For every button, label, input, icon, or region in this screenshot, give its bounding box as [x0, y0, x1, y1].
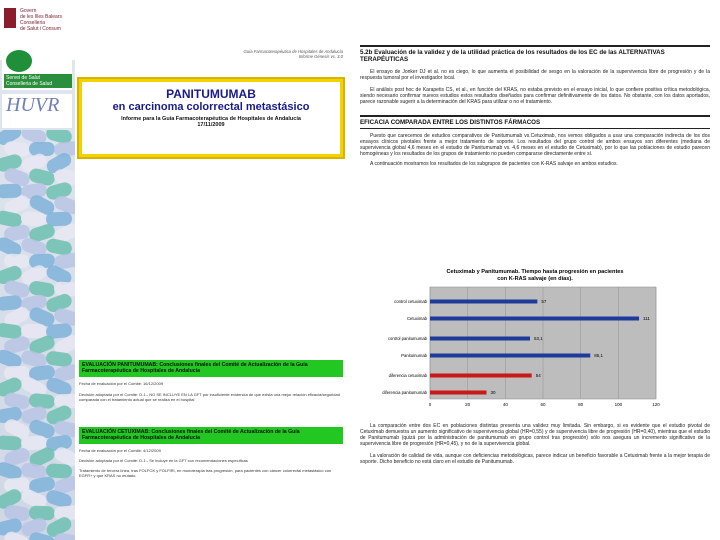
green-band	[4, 74, 72, 88]
x-tick-label: 20	[465, 402, 471, 407]
top-rule	[360, 45, 710, 47]
paragraph: El análisis post hoc de Karapetis CS, et al., en función del KRAS, no estaba previsto en el ensayo inicial, lo que confiere positiva crítica metodológica, siendo necesario confirmar nuevos estudios estos resultados diseñados para confirmar definitivamente de los datos. No obstante, con los datos aportados, parece razonable sugerir a la determinación del KRAS para utilizar o no el tratamiento.	[360, 87, 710, 106]
logo-line: de les Illes Balears	[20, 14, 62, 20]
section-rule	[360, 115, 710, 117]
data-label: 54	[535, 373, 541, 378]
report-header: Guía Farmacoterapéutica de Hospitales de Andalucía	[243, 49, 343, 54]
right-page	[360, 45, 710, 515]
crest-icon	[4, 8, 16, 28]
paragraph: La comparación entre dos EC en poblaciones distintas presenta una validez muy limitada. Sin embargo, si es evidente que el estudio pivotal de Cetuximab demuestra un aumento significativo de supervivencia global (HR=0,55) y de supervivencia libre de progresión (HR=0,40), mientras que el estudio de Panitumumab (quizá por la administración de panitumumab en grupo control tras progresión) sólo nos asegura un incremento significativo de la supervivencia libre de progresión (HR=0,45), y no de la supervivencia global.	[360, 423, 710, 447]
andalucia-logo	[2, 48, 72, 90]
green-box-panitumumab: EVALUACIÓN PANITUMUMAB: Conclusiones finales del Comité de Actualización de la Guía Farmacoterapéutica de Hospitales de Andalucía	[79, 360, 343, 377]
data-label: 57	[541, 299, 547, 304]
govern-logo	[2, 4, 72, 44]
huvr-logo-text: HUVR	[6, 94, 60, 116]
bar	[430, 374, 532, 378]
category-label: Cetuximab	[406, 316, 427, 321]
category-label: Panitumumab	[401, 353, 427, 358]
category-label: diferencia panitumumab	[382, 390, 427, 395]
data-label: 85,1	[594, 353, 604, 358]
bar	[430, 300, 537, 304]
evaluation-note: Tratamiento de tercera línea, tras FOLFOX y FOLFIRI, en monoterapia tras progresión, para pacientes con cáncer colorrectal metastásico con EGFR+ y que KRAS no mutado.	[79, 467, 332, 478]
logo-line: Conselleria	[20, 20, 46, 26]
x-tick-label: 40	[502, 402, 508, 407]
paragraph: La valoración de calidad de vida, aunque con deficiencias metodológicas, parece indicar un beneficio favorable a Cetuximab frente a la mejor terapia de soporte. Dicho beneficio no está claro en el estudio de Panitumumab.	[360, 453, 710, 465]
chart-title: con K-RAS salvaje (en días).	[497, 276, 573, 282]
green-seal-icon	[6, 50, 32, 72]
evaluation-decision: Decisión adoptada por el Comité: D-1.- NO SE INCLUYE EN LA GFT por insuficiente evidencia de que exista una mejor relación eficacia/seguridad comparada con el tratamiento actual que se realiza en el hospital	[79, 391, 340, 402]
logo-line: de Salut i Consum	[20, 26, 61, 32]
category-label: control cetuximab	[394, 299, 427, 304]
pill-shape	[53, 532, 75, 540]
paragraph: El ensayo de Jonker DJ et al. no es ciego, lo que aumenta el posibilidad de sesgo en la valoración de la supervivencia libre de progresión y de la respuesta tumoral por el investigador local.	[360, 69, 710, 82]
bar	[430, 354, 590, 358]
report-line: Informe para la Guía Farmacoterapéutica de Hospitales de Andalucía	[121, 116, 301, 122]
bar	[430, 317, 639, 321]
paragraph: A continuación mostramos los resultados de los subgrupos de pacientes con K-RAS salvaje en ambos estudios.	[370, 160, 618, 167]
logo-line: Servei de Salut	[6, 75, 40, 81]
chart-title: Cetuximab y Panitumumab. Tiempo hasta progresión en pacientes	[446, 269, 624, 275]
bar	[430, 391, 487, 395]
x-tick-label: 100	[614, 402, 623, 407]
report-date: 17/11/2009	[197, 122, 225, 128]
x-tick-label: 0	[428, 402, 432, 407]
logo-line: Govern	[20, 8, 37, 14]
chart	[360, 265, 710, 415]
category-label: control panitumumab	[387, 336, 427, 341]
logo-line: Conselleria de Salud	[6, 81, 53, 87]
x-tick-label: 80	[578, 402, 584, 407]
section-efficacy-title: EFICACIA COMPARADA ENTRE LOS DISTINTOS FÁRMACOS	[360, 119, 541, 127]
green-box-cetuximab: EVALUACIÓN CETUXIMAB: Conclusiones finales del Comité de Actualización de la Guía Farmacoterapéutica de Hospitales de Andalucía	[79, 427, 343, 444]
left-page	[75, 45, 347, 505]
data-label: 111	[643, 316, 650, 321]
evaluation-decision: Decisión adoptada por el Comité: D-1.- Se incluye en la GFT con recomendaciones específicas	[79, 457, 248, 463]
drug-subtitle: en carcinoma colorrectal metastásico	[112, 101, 310, 113]
evaluation-date: Fecha de evaluación por el Comité: 16/12/2009	[79, 380, 164, 386]
huvr-logo	[2, 94, 72, 128]
evaluation-cetuximab	[79, 427, 343, 478]
section-rule	[360, 128, 710, 129]
title-box	[77, 77, 345, 159]
paragraph: Puesto que carecemos de estudios comparativos de Panitumumab vs.Cetuximab, nos vemos obligados a usar una comparación indirecta de los dos ensayos clínicos pivotales frente a mejor tratamiento de soporte. Los resultados del grupo control de ambos ensayos son diferentes (mediana de supervivencia global 4,6 meses en el estudio de Panitumumab vs. 4,6 meses en el estudio de Cetuximab), por lo que las poblaciones de estudio parecen homogéneas y los resultados de los grupos de tratamiento no pueden compararse directamente entre sí.	[360, 132, 710, 157]
bar-chart	[360, 265, 710, 415]
section-validity-title: 5.2b Evaluación de la validez y de la utilidad práctica de los resultados de los EC de las ALTERNATIVAS TERAPÉUTICAS	[360, 49, 665, 64]
evaluation-panitumumab	[79, 360, 343, 402]
pill-photo	[0, 130, 75, 540]
data-label: 30	[490, 390, 496, 395]
data-label: 53,1	[534, 336, 543, 341]
category-label: diferencia cetuximab	[388, 373, 427, 378]
x-tick-label: 120	[652, 402, 660, 407]
x-tick-label: 60	[540, 402, 546, 407]
sidebar	[0, 0, 75, 540]
evaluation-date: Fecha de evaluación por el Comité: 4/12/2009	[79, 447, 161, 453]
drug-title: PANITUMUMAB	[166, 87, 256, 101]
report-version: Informe Génesis vs. 3.0	[298, 54, 343, 60]
bar	[430, 337, 530, 341]
